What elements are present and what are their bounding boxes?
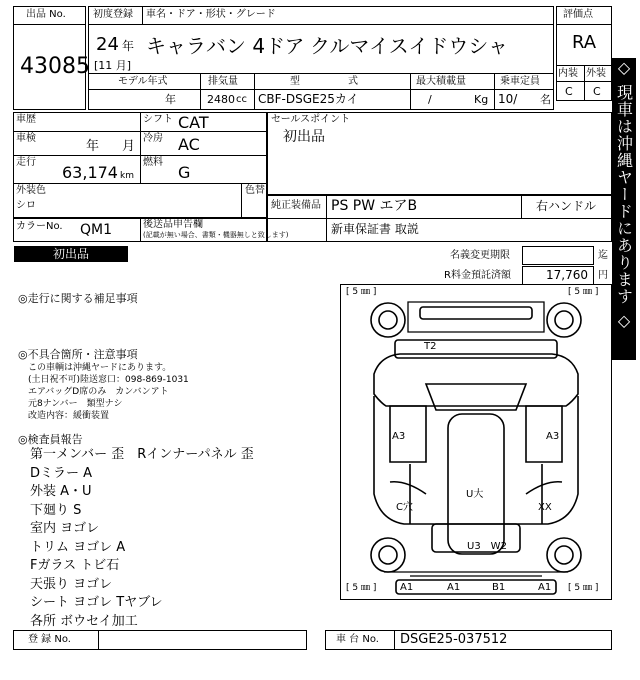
inspector-note-line: Fガラス トビ石 [30, 558, 120, 573]
displacement: 2480 [207, 93, 235, 106]
mark-rear-panel: U3 W2 [467, 541, 507, 552]
reg-label: 初度登録 [93, 9, 133, 20]
rating-label: 評価点 [563, 9, 593, 20]
mark-right-front: A3 [546, 431, 560, 442]
color-no: QM1 [80, 222, 113, 238]
fuel-label: 燃料 [143, 157, 163, 168]
inspector-note-line: トリム ヨゴレ A [30, 539, 126, 555]
inspector-note-line: 外装 A・U [30, 484, 92, 499]
sales-label: セールスポイント [271, 114, 351, 125]
capacity-label: 最大積載量 [416, 76, 466, 87]
name-change-box [522, 246, 594, 265]
mark-rear-a1-left: A1 [400, 582, 414, 593]
history-label: 車歴 [16, 114, 36, 125]
defect-note-line: 元8ナンバー 類型ナシ [28, 399, 123, 409]
rating: RA [572, 32, 597, 53]
model-desc-label: 車名・ドア・形状・グレード [146, 9, 276, 20]
recycle-value: 17,760 [546, 268, 588, 282]
capacity-unit: Kg [474, 93, 489, 106]
car-name: キャラバン 4ドア [146, 34, 305, 58]
handle: 右ハンドル [536, 199, 597, 213]
seats-label: 乗車定員 [500, 76, 540, 87]
tire-rl-depth: [ 5 ㎜ ] [346, 583, 377, 593]
mileage: 63,174 [62, 163, 118, 182]
inspection-year: 年 [86, 139, 100, 154]
inspector-title: ◎検査員報告 [18, 433, 83, 446]
name-change-label: 名義変更期限 [450, 250, 510, 261]
displacement-unit: cc [236, 94, 247, 105]
mark-roof: U大 [466, 489, 484, 500]
mark-left-front: A3 [392, 431, 406, 442]
tire-rr-depth: [ 5 ㎜ ] [568, 583, 599, 593]
model-type: CBF-DSGE25カイ [258, 92, 359, 106]
displacement-label: 排気量 [208, 76, 238, 87]
type-label: 型 [290, 76, 300, 87]
tire-fr-depth: [ 5 ㎜ ] [568, 287, 599, 297]
defect-note-line: 改造内容：緩衝装置 [28, 411, 110, 421]
location-banner: ◇ 現車は沖縄ヤードにあります ◇ [612, 58, 636, 360]
mileage-label: 走行 [16, 157, 36, 168]
inspection-label: 車検 [16, 133, 36, 144]
warranty: 新車保証書 取説 [331, 222, 419, 236]
shift: CAT [178, 113, 209, 132]
mark-rear-a1-right: A1 [538, 582, 552, 593]
mark-rear-b1: B1 [492, 582, 506, 593]
shift-label: シフト [143, 114, 173, 125]
exterior-label: 外装 [586, 68, 606, 79]
seats-unit: 名 [540, 93, 551, 106]
seats: 10/ [498, 92, 518, 106]
inspector-note-line: 下廻り S [30, 502, 82, 518]
capacity-sep: / [428, 93, 432, 106]
lot-label: 出品 No. [26, 9, 66, 20]
aftermarket-note: (記載が無い場合、書類・機器無しと致します) [143, 231, 289, 239]
interior-score: C [565, 85, 573, 98]
first-listing-badge: 初出品 [14, 246, 128, 262]
chassis-label: 車 台 No. [336, 634, 379, 645]
interior-label: 内装 [558, 68, 578, 79]
defect-note-line: エアバッグD席のみ カンバンアト [28, 387, 169, 397]
defect-note-line: この車輌は沖縄ヤードにあります。 [28, 363, 172, 373]
grade: クルマイスイドウシャ [310, 34, 508, 58]
model-year-unit: 年 [165, 93, 176, 106]
inspector-note-line: 各所 ボウセイ加工 [30, 613, 138, 629]
first-reg-month: [11 月] [94, 59, 132, 72]
damage-diagram [340, 284, 612, 600]
mark-right-mid: XX [538, 502, 552, 513]
color-no-label: カラーNo. [16, 221, 63, 232]
ext-color-label: 外装色 [16, 185, 46, 196]
ext-color: シロ [16, 200, 36, 211]
inspector-note-line: 第一メンバー 歪 Rインナーパネル 歪 [30, 447, 254, 462]
color-change-label: 色替 [245, 185, 265, 196]
equip-label: 純正装備品 [271, 200, 321, 211]
mark-left-mid: C穴 [396, 502, 413, 513]
inspector-note-line: Dミラー A [30, 465, 93, 481]
sales-point: 初出品 [283, 129, 325, 145]
ac-label: 冷房 [143, 133, 163, 144]
inspector-note-line: シート ヨゴレ Tヤブレ [30, 595, 163, 610]
inspector-note-line: 天張り ヨゴレ [30, 576, 113, 592]
type-label-2: 式 [348, 76, 358, 87]
first-reg-year: 24 [96, 34, 119, 55]
ac: AC [178, 135, 200, 154]
mark-rear-a1-mid: A1 [447, 582, 461, 593]
inspection-month: 月 [122, 139, 136, 154]
defect-notes-title: ◎不具合箇所・注意事項 [18, 348, 138, 361]
mileage-unit: km [120, 171, 134, 181]
fuel: G [178, 163, 191, 182]
first-reg-year-unit: 年 [122, 39, 135, 53]
name-change-unit: 迄 [598, 250, 608, 261]
exterior-score: C [593, 85, 601, 98]
chassis-number: DSGE25-037512 [400, 632, 508, 647]
equip: PS PW エアB [331, 198, 418, 214]
inspector-note-line: 室内 ヨゴレ [30, 521, 100, 536]
model-year-label: モデル年式 [118, 76, 168, 87]
tire-fl-depth: [ 5 ㎜ ] [346, 287, 377, 297]
reg-no-label: 登 録 No. [28, 634, 71, 645]
recycle-label: R料金預託済額 [444, 270, 511, 281]
defect-note-line: (土日祝不可)陸送窓口：098-869-1031 [28, 375, 189, 385]
mark-front-bumper: T2 [424, 341, 437, 352]
lot-number: 43085 [20, 54, 90, 79]
recycle-unit: 円 [598, 270, 608, 281]
driving-notes-title: ◎走行に関する補足事項 [18, 292, 138, 305]
aftermarket-label: 後送品申告欄 [143, 219, 203, 230]
